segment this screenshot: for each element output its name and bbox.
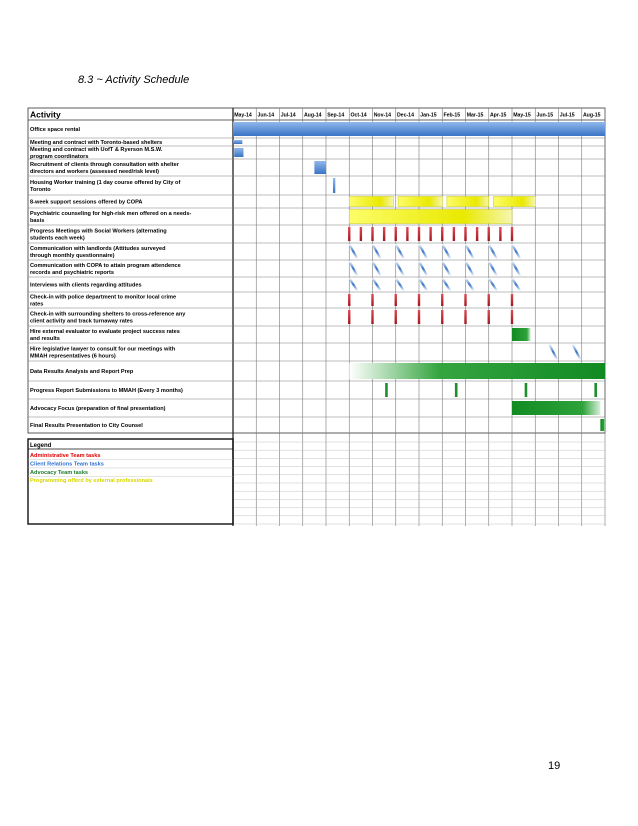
task-tick-admin xyxy=(488,294,490,306)
task-tick-client xyxy=(396,278,404,291)
legend-item-external: Programming offerd by external professionals xyxy=(30,478,153,485)
task-bar-advocacy xyxy=(600,419,605,431)
task-tick-advocacy xyxy=(525,383,528,397)
month-label: Feb-15 xyxy=(443,112,461,119)
task-bar-client xyxy=(234,148,243,157)
task-tick-admin xyxy=(476,227,478,241)
activity-label: Recruitment of clients through consultation with shelter xyxy=(30,162,179,169)
task-tick-client xyxy=(419,261,427,276)
task-tick-advocacy xyxy=(385,383,388,397)
month-label: Sep-14 xyxy=(327,112,345,119)
task-tick-client xyxy=(442,278,450,291)
activity-label: rates xyxy=(30,301,44,308)
activity-label: Progress Meetings with Social Workers (alternating xyxy=(30,228,167,235)
task-tick-admin xyxy=(395,310,397,324)
task-tick-admin xyxy=(383,227,385,241)
activity-label: students each week) xyxy=(30,235,85,242)
task-tick-client xyxy=(512,244,520,259)
task-bar-client xyxy=(314,161,326,174)
table-frame xyxy=(28,108,605,433)
activity-label: Meeting and contract with UofT & Ryerson M.S.W. xyxy=(30,147,163,154)
month-label: Dec-14 xyxy=(396,112,414,119)
task-tick-client xyxy=(419,278,427,291)
activity-label: 8-week support sessions offered by COPA xyxy=(30,199,143,206)
month-label: Jun-14 xyxy=(257,112,275,119)
task-tick-admin xyxy=(418,294,420,306)
task-tick-client xyxy=(489,244,497,259)
month-label: Aug-15 xyxy=(582,112,601,119)
task-tick-client xyxy=(572,344,580,360)
task-tick-admin xyxy=(488,310,490,324)
task-bar-client xyxy=(333,178,335,193)
activity-label: records and psychiatric reports xyxy=(30,270,114,277)
task-tick-admin xyxy=(441,227,443,241)
legend-item-advocacy: Advocacy Team tasks xyxy=(30,469,89,476)
task-tick-admin xyxy=(441,310,443,324)
activity-label: Psychiatric counseling for high-risk men offered on a needs- xyxy=(30,211,192,218)
task-bar-advocacy xyxy=(512,328,531,341)
task-tick-admin xyxy=(371,310,373,324)
activity-label: Meeting and contract with Toronto-based shelters xyxy=(30,140,163,147)
task-tick-client xyxy=(512,261,520,276)
activity-label: Final Results Presentation to City Counsel xyxy=(30,423,143,430)
task-tick-client xyxy=(373,278,381,291)
section-heading: 8.3 ~ Activity Schedule xyxy=(78,74,190,86)
task-bar-external xyxy=(493,197,535,207)
month-label: May-14 xyxy=(234,112,252,119)
task-tick-client xyxy=(373,244,381,259)
task-bar-advocacy xyxy=(512,401,600,415)
task-tick-admin xyxy=(395,227,397,241)
task-bar-client xyxy=(233,140,242,144)
activity-label: Hire legislative lawyer to consult for our meetings with xyxy=(30,346,176,353)
legend-item-client: Client Relations Team tasks xyxy=(30,461,104,468)
activity-header: Activity xyxy=(30,109,61,120)
activity-label: Check-in with surrounding shelters to cross-reference any xyxy=(30,311,186,318)
month-label: Mar-15 xyxy=(466,112,484,119)
month-label: Jul-14 xyxy=(280,112,296,119)
task-tick-admin xyxy=(453,227,455,241)
task-tick-client xyxy=(349,261,357,276)
task-tick-admin xyxy=(395,294,397,306)
task-tick-admin xyxy=(441,294,443,306)
task-tick-client xyxy=(512,278,520,291)
month-label: Jun-15 xyxy=(536,112,554,119)
task-tick-admin xyxy=(348,310,350,324)
page-number: 19 xyxy=(548,760,561,772)
activity-label: Toronto xyxy=(30,187,51,194)
task-tick-admin xyxy=(348,227,350,241)
task-tick-client xyxy=(466,244,474,259)
task-tick-admin xyxy=(464,294,466,306)
task-tick-admin xyxy=(371,294,373,306)
task-tick-client xyxy=(442,261,450,276)
activity-label: Communication with landlords (Attitudes surveyed xyxy=(30,246,166,253)
task-tick-admin xyxy=(360,227,362,241)
task-bar-external xyxy=(349,197,393,207)
task-tick-client xyxy=(549,344,557,360)
task-tick-admin xyxy=(511,310,513,324)
task-tick-client xyxy=(349,278,357,291)
task-tick-admin xyxy=(511,294,513,306)
task-tick-admin xyxy=(418,227,420,241)
task-tick-client xyxy=(489,261,497,276)
task-bar-external xyxy=(398,197,442,207)
activity-label: Progress Report Submissions to MMAH (Every 3 months) xyxy=(30,388,183,395)
month-label: May-15 xyxy=(513,112,531,119)
task-tick-admin xyxy=(464,310,466,324)
activity-label: Office space rental xyxy=(30,127,81,134)
task-tick-admin xyxy=(488,227,490,241)
task-tick-client xyxy=(396,244,404,259)
task-bar-external xyxy=(447,197,489,207)
task-tick-admin xyxy=(511,227,513,241)
task-tick-client xyxy=(489,278,497,291)
month-label: Oct-14 xyxy=(350,112,367,119)
month-label: Aug-14 xyxy=(303,112,322,119)
task-tick-advocacy xyxy=(594,383,597,397)
activity-label: program coordinators xyxy=(30,154,89,161)
task-tick-client xyxy=(466,261,474,276)
activity-label: client activity and track turnaway rates xyxy=(30,318,133,325)
task-tick-client xyxy=(373,261,381,276)
activity-label: through monthly questionnaire) xyxy=(30,253,115,260)
legend-title: Legend xyxy=(30,443,52,449)
task-tick-admin xyxy=(499,227,501,241)
task-tick-admin xyxy=(371,227,373,241)
activity-label: Check-in with police department to monitor local crime xyxy=(30,294,177,301)
task-tick-admin xyxy=(406,227,408,241)
month-label: Apr-15 xyxy=(489,112,507,119)
activity-label: Interviews with clients regarding attitudes xyxy=(30,282,142,289)
task-tick-advocacy xyxy=(455,383,458,397)
activity-label: Hire external evaluator to evaluate project success rates xyxy=(30,329,180,336)
activity-label: Advocacy Focus (preparation of final presentation) xyxy=(30,406,166,413)
task-tick-client xyxy=(349,244,357,259)
task-tick-client xyxy=(396,261,404,276)
activity-label: Communication with COPA to attain program attendence xyxy=(30,263,181,270)
task-tick-admin xyxy=(429,227,431,241)
legend-item-admin: Administrative Team tasks xyxy=(30,453,101,459)
task-bar-external xyxy=(349,210,512,224)
month-label: Jan-15 xyxy=(420,112,437,119)
task-tick-client xyxy=(442,244,450,259)
task-tick-client xyxy=(419,244,427,259)
month-label: Nov-14 xyxy=(373,112,392,119)
activity-label: directors and workers (assessed need/risk level) xyxy=(30,169,160,176)
task-bar-advocacy xyxy=(349,363,605,379)
activity-label: Housing Worker training (1 day course offered by City of xyxy=(30,180,181,187)
task-bar-client xyxy=(233,122,605,136)
activity-label: and results xyxy=(30,336,60,343)
activity-label: basis xyxy=(30,218,45,225)
activity-label: Data Results Analysis and Report Prep xyxy=(30,369,134,376)
task-tick-admin xyxy=(348,294,350,306)
activity-label: MMAH representatives (6 hours) xyxy=(30,353,116,360)
task-tick-admin xyxy=(464,227,466,241)
task-tick-admin xyxy=(418,310,420,324)
month-label: Jul-15 xyxy=(559,112,575,119)
task-tick-client xyxy=(466,278,474,291)
legend xyxy=(28,439,233,524)
